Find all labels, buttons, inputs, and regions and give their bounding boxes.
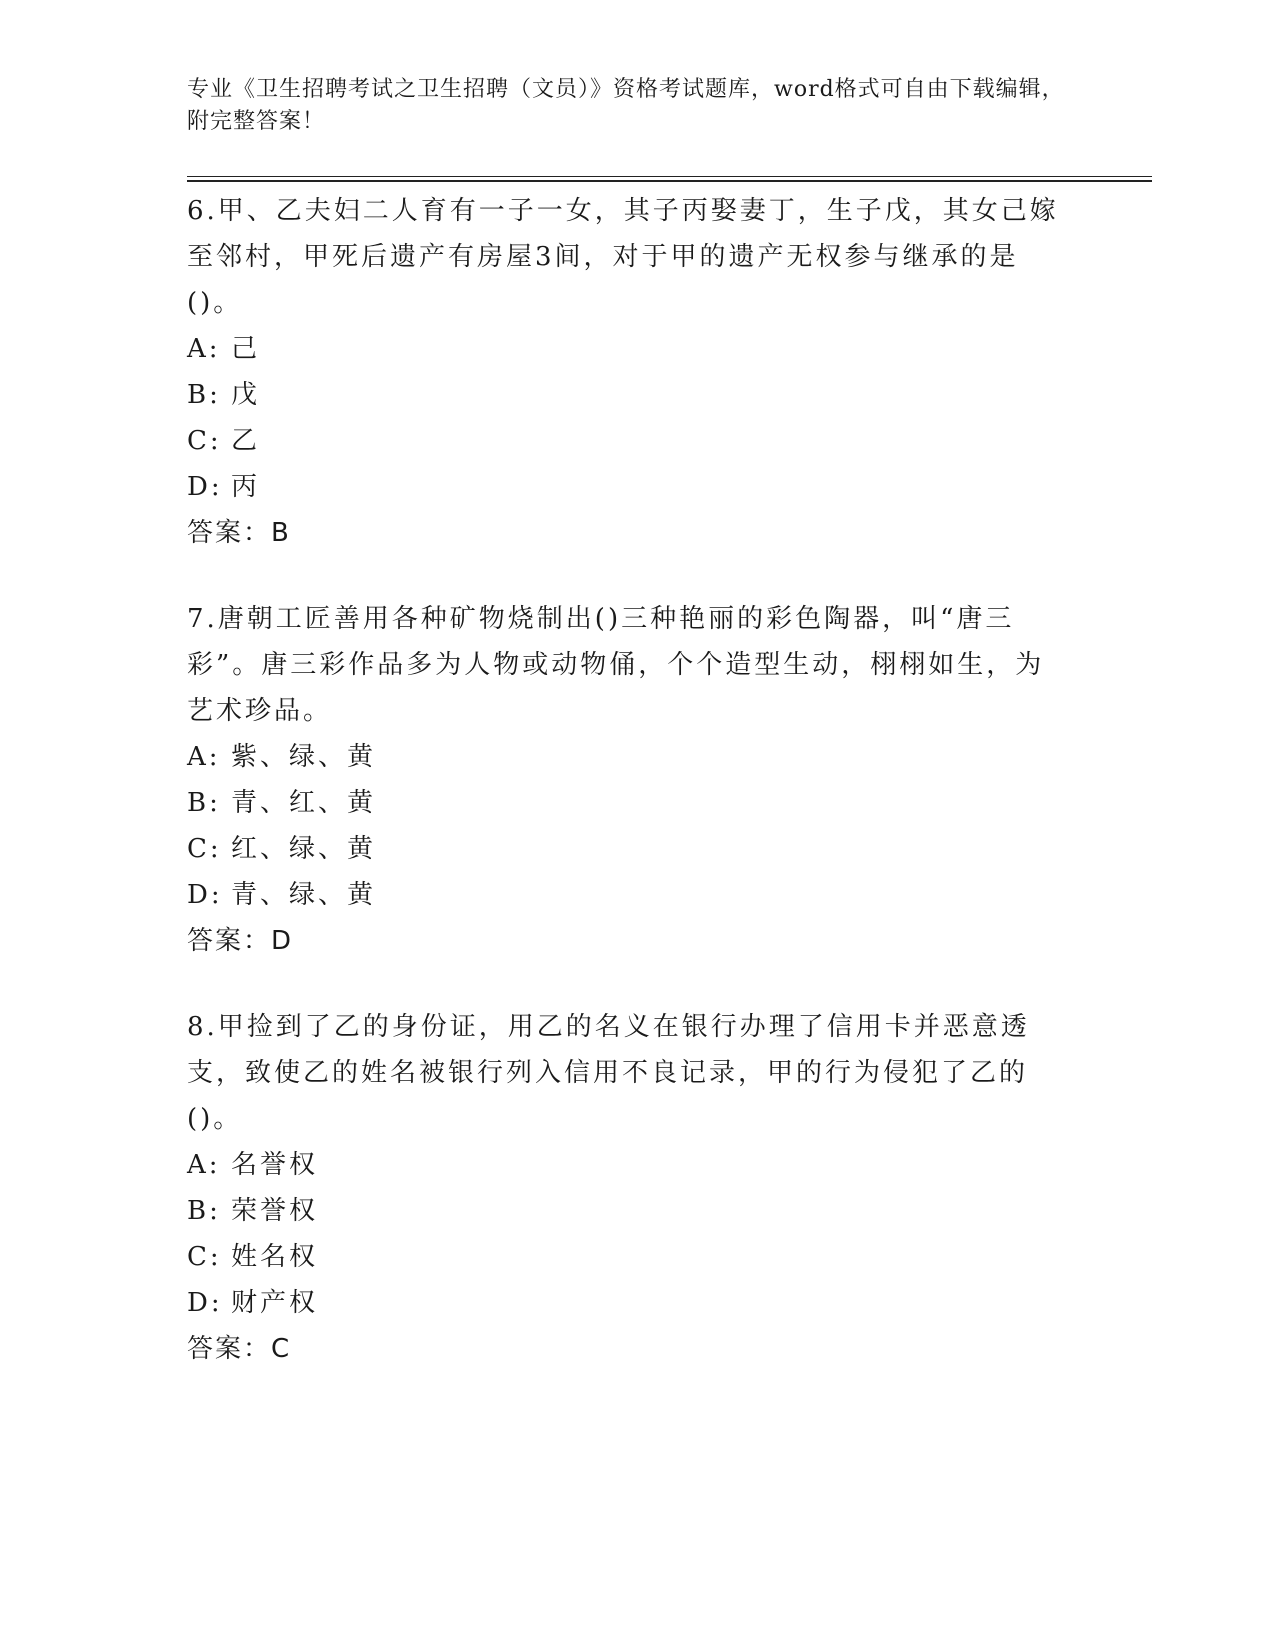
question-block — [187, 596, 1067, 964]
option-d — [187, 464, 1067, 510]
option-text: 财产权 — [231, 1288, 319, 1318]
question-stem: 7.唐朝工匠善用各种矿物烧制出()三种艳丽的彩色陶器，叫“唐三彩”。唐三彩作品多为人物或动物俑，个个造型生动，栩栩如生，为艺术珍品。 — [187, 604, 1045, 726]
option-text: 己 — [231, 334, 261, 364]
option-text: 青、红、黄 — [231, 788, 377, 818]
option-text: 紫、绿、黄 — [231, 742, 377, 772]
option-text: 青、绿、黄 — [231, 880, 377, 910]
option-d — [187, 1280, 1067, 1326]
question-stem: 6.甲、乙夫妇二人育有一子一女，其子丙娶妻丁，生子戊，其女己嫁至邻村，甲死后遗产有房屋3间，对于甲的遗产无权参与继承的是()。 — [187, 196, 1059, 318]
option-label: D: — [187, 472, 223, 502]
option-text: 红、绿、黄 — [231, 834, 377, 864]
option-a — [187, 326, 1067, 372]
question-block — [187, 188, 1067, 556]
option-text: 乙 — [231, 426, 261, 456]
option-c — [187, 1234, 1067, 1280]
header-divider-thin — [187, 176, 1152, 177]
option-b — [187, 780, 1067, 826]
question-block — [187, 1004, 1067, 1372]
option-label: A: — [187, 1150, 221, 1180]
option-label: B: — [187, 1196, 221, 1226]
option-b — [187, 1188, 1067, 1234]
option-c — [187, 418, 1067, 464]
option-b — [187, 372, 1067, 418]
option-text: 戊 — [231, 380, 261, 410]
option-label: C: — [187, 426, 222, 456]
answer-line: 答案：B — [187, 518, 291, 548]
option-a — [187, 1142, 1067, 1188]
option-label: A: — [187, 334, 221, 364]
option-a — [187, 734, 1067, 780]
question-stem: 8.甲捡到了乙的身份证，用乙的名义在银行办理了信用卡并恶意透支，致使乙的姓名被银行列入信用不良记录，甲的行为侵犯了乙的()。 — [187, 1012, 1030, 1134]
option-label: A: — [187, 742, 221, 772]
option-d — [187, 872, 1067, 918]
option-label: B: — [187, 380, 221, 410]
option-text: 名誉权 — [231, 1150, 319, 1180]
document-header: 专业《卫生招聘考试之卫生招聘（文员）》资格考试题库，word格式可自由下载编辑，附完整答案！ — [187, 77, 1065, 134]
option-text: 丙 — [231, 472, 261, 502]
answer-line: 答案：D — [187, 926, 294, 956]
answer-line: 答案：C — [187, 1334, 292, 1364]
option-label: D: — [187, 880, 223, 910]
option-label: C: — [187, 834, 222, 864]
option-c — [187, 826, 1067, 872]
header-divider-thick — [187, 180, 1152, 182]
option-label: B: — [187, 788, 221, 818]
option-text: 荣誉权 — [231, 1196, 319, 1226]
option-label: C: — [187, 1242, 222, 1272]
option-label: D: — [187, 1288, 223, 1318]
option-text: 姓名权 — [231, 1242, 319, 1272]
